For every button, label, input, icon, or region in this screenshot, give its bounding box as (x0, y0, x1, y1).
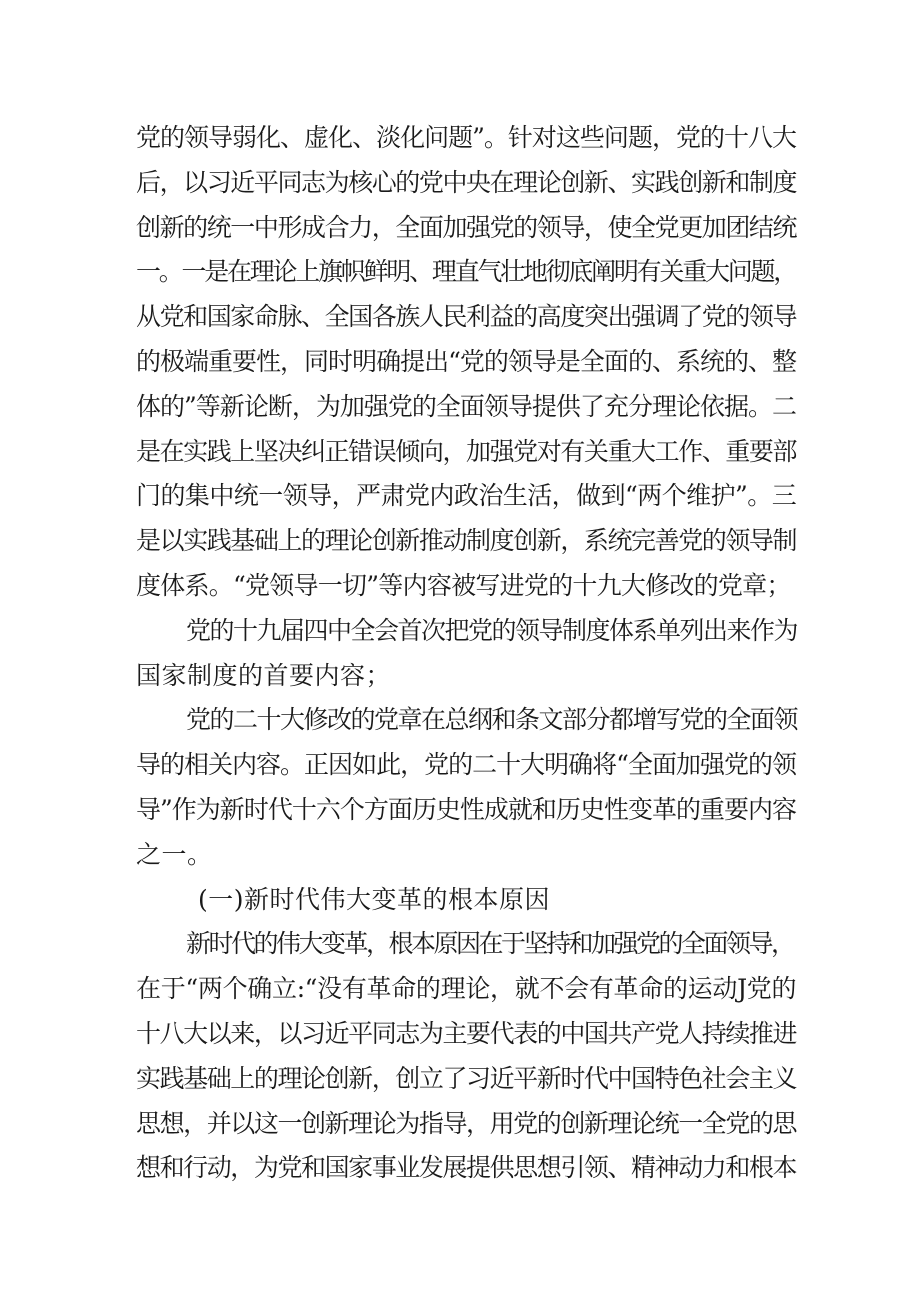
text-line: 导的相关内容。正因如此，党的二十大明确将“全面加强党的领 (136, 750, 796, 780)
text-line: 之一。 (136, 839, 213, 869)
text-line: 导”作为新时代十六个方面历史性成就和历史性变革的重要内容 (136, 794, 796, 824)
text-line: 党的二十大修改的党章在总纲和条文部分都增写党的全面领 (186, 705, 798, 735)
text-line: 后，以习近平同志为核心的党中央在理论创新、实践创新和制度 (136, 167, 796, 197)
text-line: 体的”等新论断，为加强党的全面领导提供了充分理论依据。二 (136, 391, 796, 421)
text-line: 的极端重要性，同时明确提出“党的领导是全面的、系统的、整 (136, 346, 796, 376)
text-line: 想和行动，为党和国家事业发展提供思想引领、精神动力和根本 (136, 1153, 796, 1183)
text-line: 度体系。“党领导一切”等内容被写进党的十九大修改的党章； (136, 570, 791, 600)
text-line: 党的十九届四中全会首次把党的领导制度体系单列出来作为 (186, 615, 798, 645)
text-line: 一。一是在理论上旗帜鲜明、理直气壮地彻底阐明有关重大问题， (136, 257, 796, 287)
text-line: 国家制度的首要内容； (136, 660, 392, 690)
text-line: 门的集中统一领导，严肃党内政治生活，做到“两个维护”。三 (136, 481, 796, 511)
document-body (136, 116, 796, 1191)
text-line: 新时代的伟大变革，根本原因在于坚持和加强党的全面领导， (186, 929, 794, 959)
text-line: 从党和国家命脉、全国各族人民利益的高度突出强调了党的领导 (136, 302, 796, 332)
text-line: 思想，并以这一创新理论为指导，用党的创新理论统一全党的思 (136, 1108, 796, 1138)
text-line: 十八大以来，以习近平同志为主要代表的中国共产党人持续推进 (136, 1018, 796, 1048)
section-heading: (一)新时代伟大变革的根本原因 (198, 884, 551, 914)
text-line: 是在实践上坚决纠正错误倾向，加强党对有关重大工作、重要部 (136, 436, 796, 466)
text-line: 党的领导弱化、虚化、淡化问题”。针对这些问题，党的十八大 (136, 123, 796, 152)
text-line: 是以实践基础上的理论创新推动制度创新，系统完善党的领导制 (136, 526, 796, 556)
text-line: 实践基础上的理论创新，创立了习近平新时代中国特色社会主义 (136, 1063, 796, 1093)
text-line: 创新的统一中形成合力，全面加强党的领导，使全党更加团结统 (136, 212, 796, 242)
text-line: 在于“两个确立:“没有革命的理论，就不会有革命的运动J党的 (136, 974, 796, 1004)
